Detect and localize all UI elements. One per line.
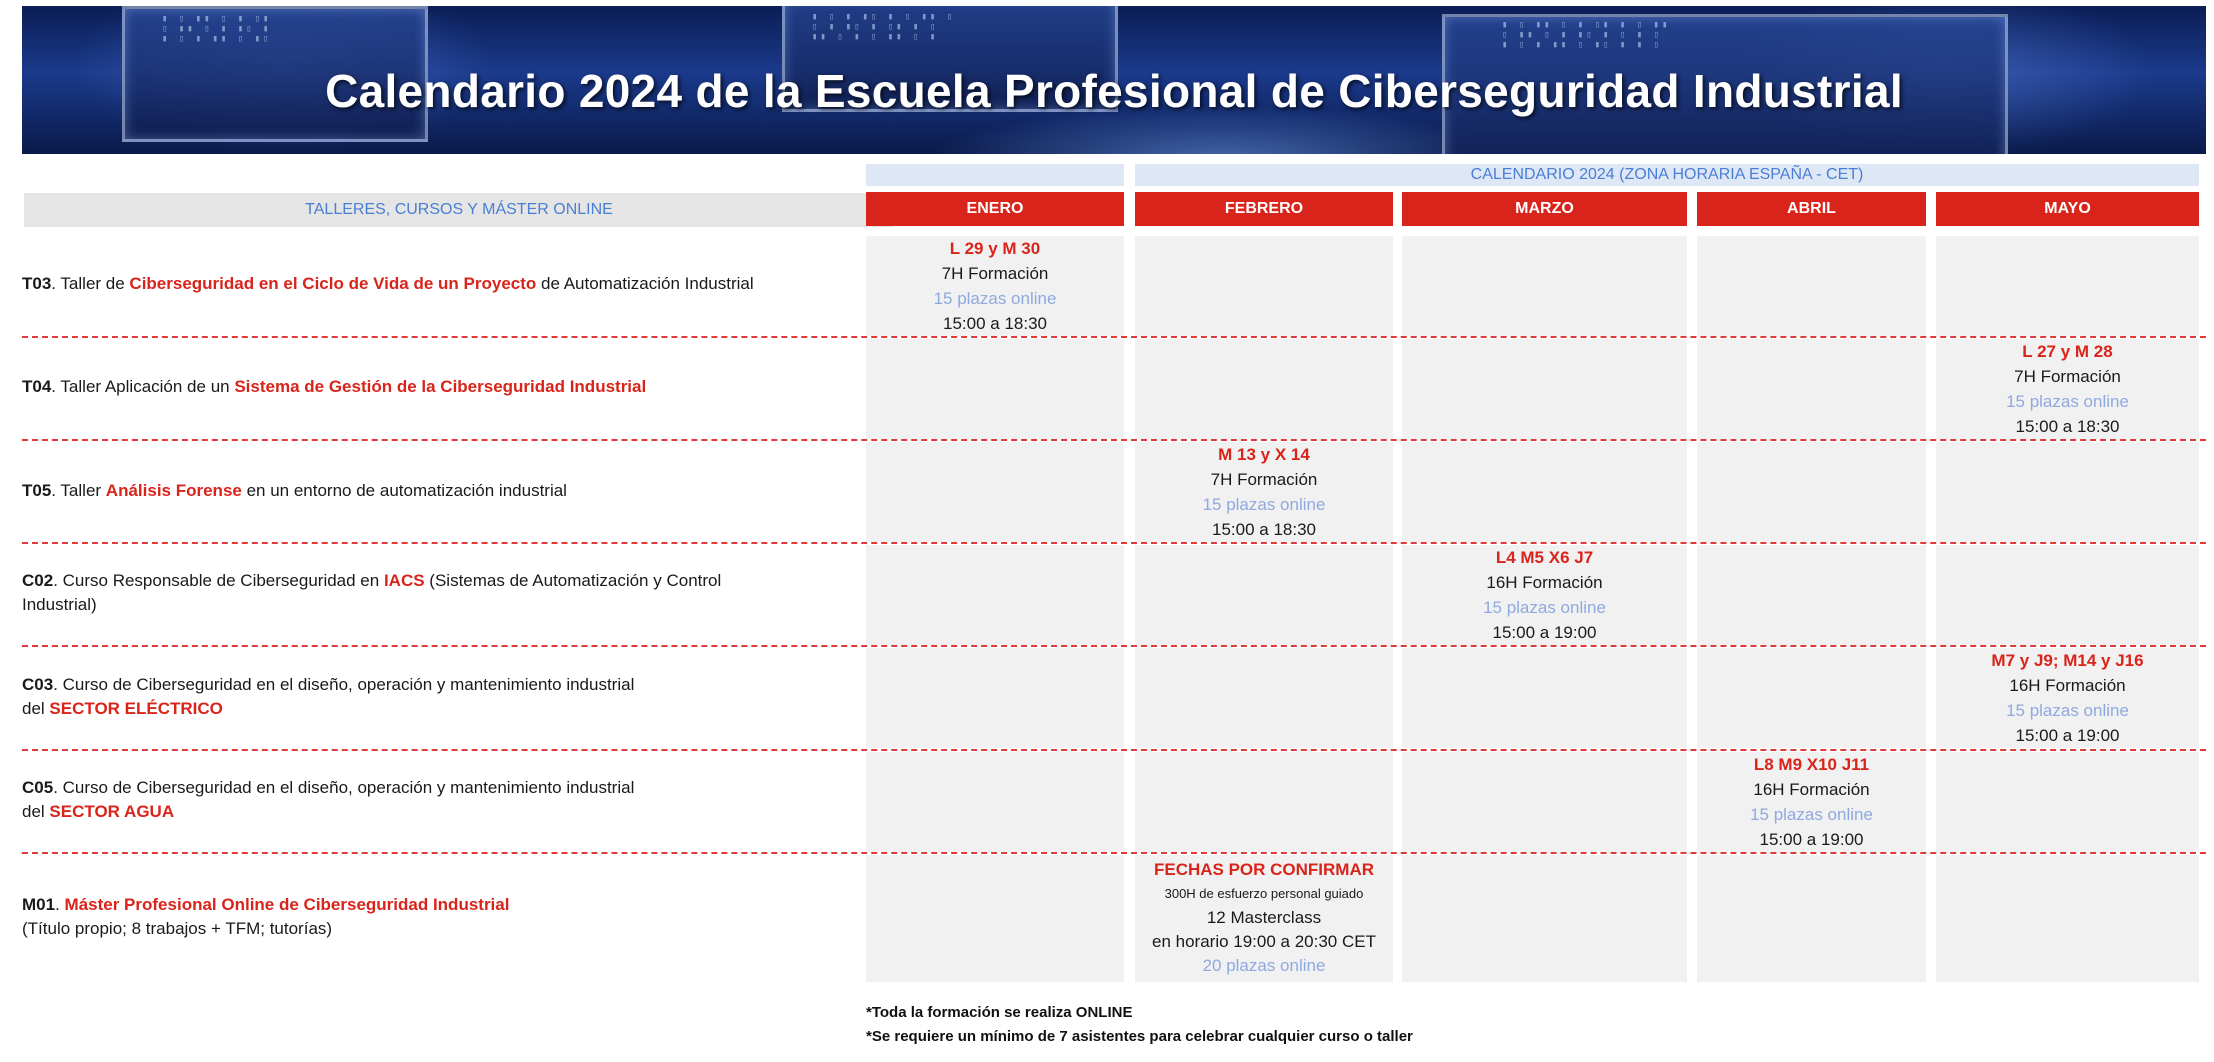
course-highlight: IACS [383, 571, 425, 590]
month-header-mayo: MAYO [1936, 192, 2199, 226]
row-divider [22, 645, 2206, 647]
event-t03-enero [866, 236, 1124, 336]
event-seats: 15 plazas online [933, 289, 1057, 308]
calendar-cell [1402, 236, 1687, 336]
calendar-cell [1936, 442, 2199, 542]
row-label-t05 [22, 479, 862, 503]
event-t05-febrero [1135, 442, 1393, 542]
calendar-cell [1402, 442, 1687, 542]
course-text: (Título propio; 8 trabajos + TFM; tutorías) [22, 919, 333, 938]
event-seats: 15 plazas online [1750, 805, 1873, 824]
event-hours: 7H Formación [941, 264, 1049, 283]
row-divider [22, 336, 2206, 338]
course-highlight: Ciberseguridad en el Ciclo de Vida de un Proyecto [129, 274, 537, 293]
course-code: T05 [22, 481, 52, 500]
event-dates: M7 y J9; M14 y J16 [1991, 651, 2144, 670]
calendar-cell [866, 545, 1124, 645]
event-seats: 15 plazas online [1483, 598, 1606, 617]
row-label-c05 [22, 776, 862, 824]
month-header-enero: ENERO [866, 192, 1124, 226]
course-text: . Curso de Ciberseguridad en el diseño, operación y mantenimiento industrial [53, 675, 635, 694]
course-text: de Automatización Industrial [536, 274, 754, 293]
event-schedule: en horario 19:00 a 20:30 CET [1152, 932, 1376, 951]
event-dates: L4 M5 X6 J7 [1495, 548, 1594, 567]
course-text: . Curso de Ciberseguridad en el diseño, operación y mantenimiento industrial [53, 778, 635, 797]
course-highlight: Sistema de Gestión de la Ciberseguridad Industrial [234, 377, 647, 396]
calendar-cell [1697, 855, 1926, 982]
course-text: . Taller Aplicación de un [51, 377, 235, 396]
calendar-cell [866, 339, 1124, 439]
event-hours: 16H Formación [1486, 573, 1603, 592]
course-text: del [22, 802, 50, 821]
row-divider [22, 439, 2206, 441]
calendar-cell [1402, 339, 1687, 439]
calendar-header-left-strip [866, 164, 1124, 186]
event-hours: 16H Formación [1753, 780, 1870, 799]
calendar-cell [1697, 236, 1926, 336]
row-label-c03 [22, 673, 862, 721]
event-dates: L8 M9 X10 J11 [1753, 755, 1870, 774]
event-hours: 16H Formación [2009, 676, 2126, 695]
calendar-cell [1402, 752, 1687, 852]
banner-code-glyphs-left: ▮ ▯ ▮▮ ▯ ▮ ▯▮ ▯ ▮▮ ▯ ▮ ▮▯ ▮ ▮ ▯ ▮ ▮▮ ▯ ▮▯ [162, 14, 272, 44]
event-t04-mayo [1936, 339, 2199, 439]
calendar-cell [866, 442, 1124, 542]
course-text: del [22, 699, 50, 718]
event-seats: 15 plazas online [1202, 495, 1326, 514]
event-time: 15:00 a 19:00 [1759, 830, 1864, 849]
event-c05-abril [1697, 752, 1926, 852]
month-header-abril: ABRIL [1697, 192, 1926, 226]
event-m01-febrero [1135, 858, 1393, 978]
calendar-cell [866, 752, 1124, 852]
calendar-header: CALENDARIO 2024 (ZONA HORARIA ESPAÑA - CET) [1135, 164, 2199, 186]
course-text: . Taller de [51, 274, 130, 293]
event-effort: 300H de esfuerzo personal guiado [1164, 886, 1364, 901]
month-header-febrero: FEBRERO [1135, 192, 1393, 226]
course-text: en un entorno de automatización industrial [241, 481, 567, 500]
course-text: Industrial) [22, 595, 97, 614]
course-code: T03 [22, 274, 52, 293]
banner-code-glyphs-center: ▮ ▯ ▮ ▮▯ ▮ ▯ ▮▮ ▯ ▯ ▮ ▮▯ ▮ ▯▮ ▮ ▯ ▮▮ ▯ ▮ ▯ ▮▮ ▯ ▮ [812, 12, 956, 42]
calendar-cell [1936, 855, 2199, 982]
courses-header: TALLERES, CURSOS Y MÁSTER ONLINE [24, 193, 894, 227]
event-time: 15:00 a 19:00 [2015, 726, 2120, 745]
event-time: 15:00 a 18:30 [1212, 520, 1316, 539]
footnote-online: *Toda la formación se realiza ONLINE [866, 1004, 1133, 1021]
calendar-cell [1135, 236, 1393, 336]
event-seats: 20 plazas online [1202, 956, 1326, 975]
calendar-cell [1135, 339, 1393, 439]
calendar-cell [1402, 855, 1687, 982]
row-label-c02 [22, 569, 862, 617]
calendar-cell [1936, 236, 2199, 336]
calendar-cell [1135, 545, 1393, 645]
event-time: 15:00 a 18:30 [943, 314, 1047, 333]
row-label-m01 [22, 893, 862, 941]
calendar-cell [866, 855, 1124, 982]
calendar-cell [1402, 648, 1687, 748]
calendar-cell [1936, 752, 2199, 852]
calendar-cell [1135, 648, 1393, 748]
course-text: . Curso Responsable de Ciberseguridad en [53, 571, 384, 590]
event-dates: M 13 y X 14 [1218, 445, 1310, 464]
event-c02-marzo [1402, 545, 1687, 645]
course-code: T04 [22, 377, 52, 396]
title-banner [22, 6, 2206, 154]
course-highlight: SECTOR AGUA [49, 802, 175, 821]
course-highlight: Análisis Forense [105, 481, 242, 500]
row-divider [22, 749, 2206, 751]
calendar-cell [1135, 752, 1393, 852]
course-text: . Taller [51, 481, 106, 500]
calendar-cell [1697, 648, 1926, 748]
row-divider [22, 852, 2206, 854]
event-dates: FECHAS POR CONFIRMAR [1153, 860, 1375, 879]
footnote-minimum: *Se requiere un mínimo de 7 asistentes para celebrar cualquier curso o taller [866, 1028, 1413, 1045]
event-hours: 7H Formación [2014, 367, 2121, 386]
course-text: . [55, 895, 65, 914]
event-hours: 7H Formación [1210, 470, 1318, 489]
course-code: C03 [22, 675, 54, 694]
course-text: (Sistemas de Automatización y Control [424, 571, 722, 590]
course-highlight: Máster Profesional Online de Ciberseguridad Industrial [64, 895, 510, 914]
event-seats: 15 plazas online [2006, 701, 2129, 720]
event-dates: L 29 y M 30 [949, 239, 1041, 258]
course-highlight: SECTOR ELÉCTRICO [49, 699, 223, 718]
event-time: 15:00 a 19:00 [1492, 623, 1597, 642]
event-seats: 15 plazas online [2006, 392, 2129, 411]
course-code: M01 [22, 895, 56, 914]
calendar-cell [1697, 442, 1926, 542]
calendar-cell [866, 648, 1124, 748]
event-time: 15:00 a 18:30 [2015, 417, 2120, 436]
calendar-cell [1697, 339, 1926, 439]
calendar-cell [1936, 545, 2199, 645]
row-label-t03 [22, 272, 862, 296]
calendar-cell [1697, 545, 1926, 645]
event-c03-mayo [1936, 648, 2199, 748]
row-divider [22, 542, 2206, 544]
course-code: C05 [22, 778, 54, 797]
banner-code-glyphs-right: ▮ ▯ ▮▮ ▯ ▮ ▯▮ ▮ ▯ ▮▮ ▯ ▮▮ ▯ ▮ ▮▯ ▮ ▯ ▮ ▯ ▮ ▯ ▮ ▮▮ ▯ ▮▯ ▮ ▮ ▯ [1502, 20, 1671, 50]
page-title: Calendario 2024 de la Escuela Profesional de Ciberseguridad Industrial [325, 65, 1903, 117]
event-dates: L 27 y M 28 [2022, 342, 2113, 361]
course-code: C02 [22, 571, 54, 590]
month-header-marzo: MARZO [1402, 192, 1687, 226]
row-label-t04 [22, 375, 862, 399]
event-masterclass: 12 Masterclass [1206, 908, 1322, 927]
